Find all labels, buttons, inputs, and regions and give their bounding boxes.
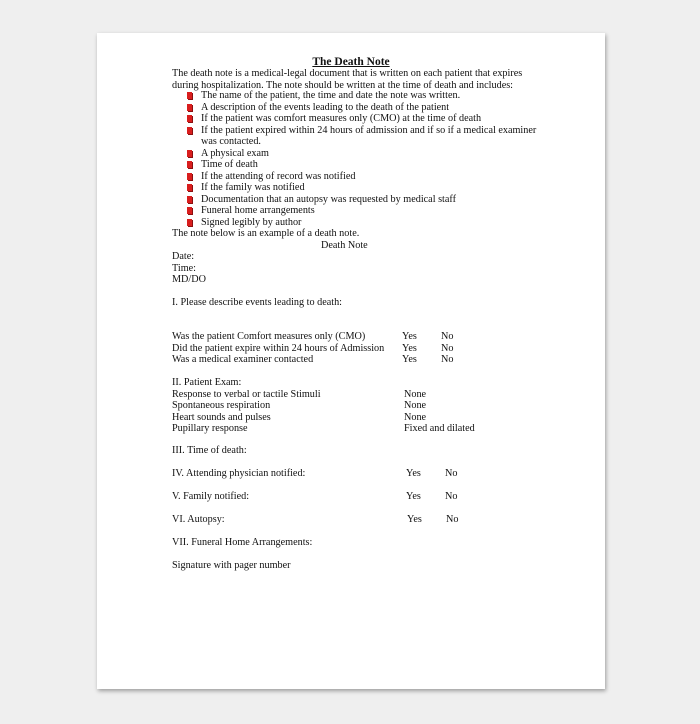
list-item: The name of the patient, the time and date the note was written. <box>187 90 551 102</box>
death-note-document <box>97 33 605 689</box>
question-yes: Yes <box>402 354 417 365</box>
followup-label: IV. Attending physician notified: <box>172 468 306 479</box>
exam-row-value: Fixed and dilated <box>404 423 475 434</box>
signature-line: Signature with pager number <box>172 560 291 571</box>
red-bullet-icon <box>187 196 192 203</box>
intro-line-2: during hospitalization. The note should be written at the time of death and includes: <box>172 79 514 91</box>
list-item: Signed legibly by author <box>187 217 551 229</box>
list-item: A description of the events leading to the death of the patient <box>187 102 551 114</box>
exam-row-label: Spontaneous respiration <box>172 400 271 411</box>
followup-label: V. Family notified: <box>172 491 250 502</box>
question-no: No <box>441 331 454 342</box>
exam-row-value: None <box>404 388 427 400</box>
list-item: If the attending of record was notified <box>187 171 551 183</box>
list-item: Documentation that an autopsy was requested by medical staff <box>187 194 551 206</box>
list-item: If the patient expired within 24 hours of admission and if so if a medical examiner was contacted. <box>187 125 551 148</box>
exam-row-label: Heart sounds and pulses <box>172 411 271 423</box>
red-bullet-icon <box>187 161 192 168</box>
followup-yes: Yes <box>407 514 422 525</box>
list-item: Funeral home arrangements <box>187 205 551 217</box>
md-label: MD/DO <box>172 274 206 285</box>
exam-row-label: Response to verbal or tactile Stimuli <box>172 388 321 400</box>
includes-list <box>187 90 551 229</box>
red-bullet-icon <box>187 184 192 191</box>
question-yes: Yes <box>402 331 417 342</box>
red-bullet-icon <box>187 92 192 99</box>
intro-line-1: The death note is a medical-legal document that is written on each patient that expires <box>172 68 523 79</box>
list-item: Time of death <box>187 159 551 171</box>
red-bullet-icon <box>187 207 192 214</box>
question-label: Was the patient Comfort measures only (CMO) <box>172 331 366 342</box>
note-heading: Death Note <box>321 239 368 251</box>
time-label: Time: <box>172 262 196 274</box>
question-label: Did the patient expire within 24 hours of Admission <box>172 342 385 354</box>
exam-row-label: Pupillary response <box>172 423 248 434</box>
example-intro: The note below is an example of a death note. <box>172 228 360 239</box>
document-page <box>97 33 605 689</box>
exam-row-value: None <box>404 411 427 423</box>
followup-yes: Yes <box>406 491 421 502</box>
list-item: If the family was notified <box>187 182 551 194</box>
red-bullet-icon <box>187 150 192 157</box>
section-time-of-death: III. Time of death: <box>172 445 247 456</box>
followup-yes: Yes <box>406 468 421 479</box>
red-bullet-icon <box>187 127 192 134</box>
followup-label: VI. Autopsy: <box>172 514 225 525</box>
red-bullet-icon <box>187 219 192 226</box>
date-label: Date: <box>172 251 195 262</box>
followup-no: No <box>446 514 459 525</box>
question-no: No <box>441 354 454 365</box>
red-bullet-icon <box>187 115 192 122</box>
question-yes: Yes <box>402 342 417 354</box>
section-funeral-home: VII. Funeral Home Arrangements: <box>172 537 313 548</box>
exam-row-value: None <box>404 400 427 411</box>
document-title: The Death Note <box>312 56 390 68</box>
list-item: If the patient was comfort measures only (CMO) at the time of death <box>187 113 551 125</box>
exam-heading: II. Patient Exam: <box>172 377 242 388</box>
question-label: Was a medical examiner contacted <box>172 354 314 365</box>
followup-no: No <box>445 468 458 479</box>
red-bullet-icon <box>187 173 192 180</box>
list-item: A physical exam <box>187 148 551 160</box>
section-events: I. Please describe events leading to death: <box>172 297 343 308</box>
red-bullet-icon <box>187 104 192 111</box>
question-no: No <box>441 342 454 354</box>
followup-no: No <box>445 491 458 502</box>
